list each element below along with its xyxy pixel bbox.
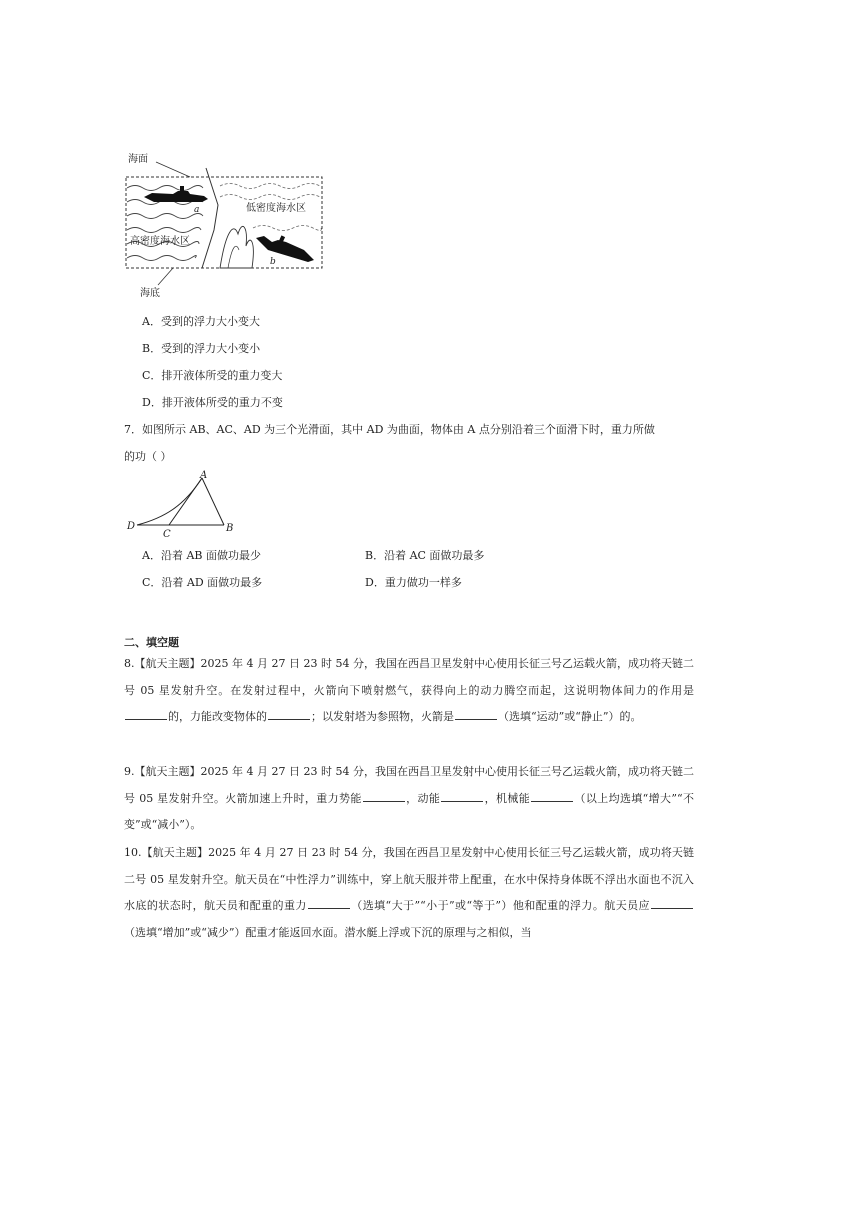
q7-option-b: B．沿着 AC 面做功最多 bbox=[365, 549, 485, 562]
q9-paragraph bbox=[124, 759, 694, 839]
point-c-label: C bbox=[163, 529, 171, 540]
q10-text-2: （选填“大于”“小于”或“等于”）他和配重的浮力。航天员应 bbox=[350, 899, 650, 912]
q10-paragraph bbox=[124, 840, 694, 946]
q9-text-1: 9.【航天主题】2025 年 4 月 27 日 23 时 54 分，我国在西昌卫星发射中心使用长征三号乙运载火箭，成功将天链二号 05 星发射升空。火箭加速上升时，重力势能 bbox=[124, 765, 694, 805]
submarine-b-icon bbox=[256, 235, 314, 262]
q8-paragraph bbox=[124, 651, 694, 731]
q8-text-2: 的，力能改变物体的 bbox=[168, 710, 267, 723]
point-d-label: D bbox=[127, 521, 136, 532]
q10-text-1: 10.【航天主题】2025 年 4 月 27 日 23 时 54 分，我国在西昌卫星发射中心使用长征三号乙运载火箭，成功将天链二号 05 星发射升空。航天员在“中性浮力”训练中，穿上航天服并带上配重，在水中保持身体既不浮出水面也不沉入水底的状态时，航天员和配重的重力 bbox=[124, 846, 694, 912]
q7-option-d: D．重力做功一样多 bbox=[365, 576, 462, 589]
q10-blank-2[interactable] bbox=[651, 896, 693, 909]
q9-text-4: （以上均选填“增大”“不变”或“减小”）。 bbox=[124, 791, 695, 831]
label-a: a bbox=[194, 205, 200, 215]
q10-blank-1[interactable] bbox=[308, 896, 350, 909]
label-low-density: 低密度海水区 bbox=[246, 203, 306, 214]
q10-text-3: （选填“增加”或“减少”）配重才能返回水面。潜水艇上浮或下沉的原理与之相似，当 bbox=[124, 925, 532, 939]
q8-text-1: 8.【航天主题】2025 年 4 月 27 日 23 时 54 分，我国在西昌卫星发射中心使用长征三号乙运载火箭，成功将天链二号 05 星发射升空。在发射过程中，火箭向下喷射燃气，获得向上的动力腾空而起，这说明物体间力的作用是 bbox=[124, 657, 694, 697]
label-b: b bbox=[270, 257, 276, 267]
q6-option-d: D．排开液体所受的重力不变 bbox=[142, 396, 283, 409]
q9-text-2: ，动能 bbox=[405, 791, 441, 805]
q9-text-3: ，机械能 bbox=[484, 791, 531, 805]
q7-option-c: C．沿着 AD 面做功最多 bbox=[142, 576, 263, 589]
q9-blank-2[interactable] bbox=[441, 789, 483, 802]
q7-stem-line2: 的功（ ） bbox=[124, 450, 172, 463]
q8-text-3: ；以发射塔为参照物，火箭是 bbox=[311, 710, 454, 723]
label-seabed: 海底 bbox=[140, 288, 160, 299]
point-b-label: B bbox=[226, 523, 234, 534]
q6-option-b: B．受到的浮力大小变小 bbox=[142, 342, 261, 355]
q8-text-4: （选填“运动”或“静止”）的。 bbox=[498, 710, 642, 723]
section-title: 二、填空题 bbox=[124, 636, 179, 649]
q9-blank-1[interactable] bbox=[363, 789, 405, 802]
q6-option-c: C．排开液体所受的重力变大 bbox=[142, 369, 283, 382]
q7-stem-line1: 7．如图所示 AB、AC、AD 为三个光滑面，其中 AD 为曲面，物体由 A 点分别沿着三个面滑下时，重力所做 bbox=[124, 423, 655, 436]
incline-diagram bbox=[124, 468, 244, 540]
q8-blank-1[interactable] bbox=[125, 707, 167, 720]
q7-option-a: A．沿着 AB 面做功最少 bbox=[142, 549, 261, 562]
q6-option-a: A．受到的浮力大小变大 bbox=[142, 315, 260, 328]
submarine-diagram bbox=[118, 150, 330, 300]
q8-blank-2[interactable] bbox=[268, 707, 310, 720]
label-high-density: 高密度海水区 bbox=[130, 236, 190, 247]
q9-blank-3[interactable] bbox=[531, 789, 573, 802]
submarine-density-figure bbox=[118, 150, 330, 300]
point-a-label: A bbox=[200, 470, 208, 481]
q8-blank-3[interactable] bbox=[455, 707, 497, 720]
q7-incline-figure bbox=[124, 468, 244, 540]
label-sea-surface: 海面 bbox=[128, 154, 148, 165]
